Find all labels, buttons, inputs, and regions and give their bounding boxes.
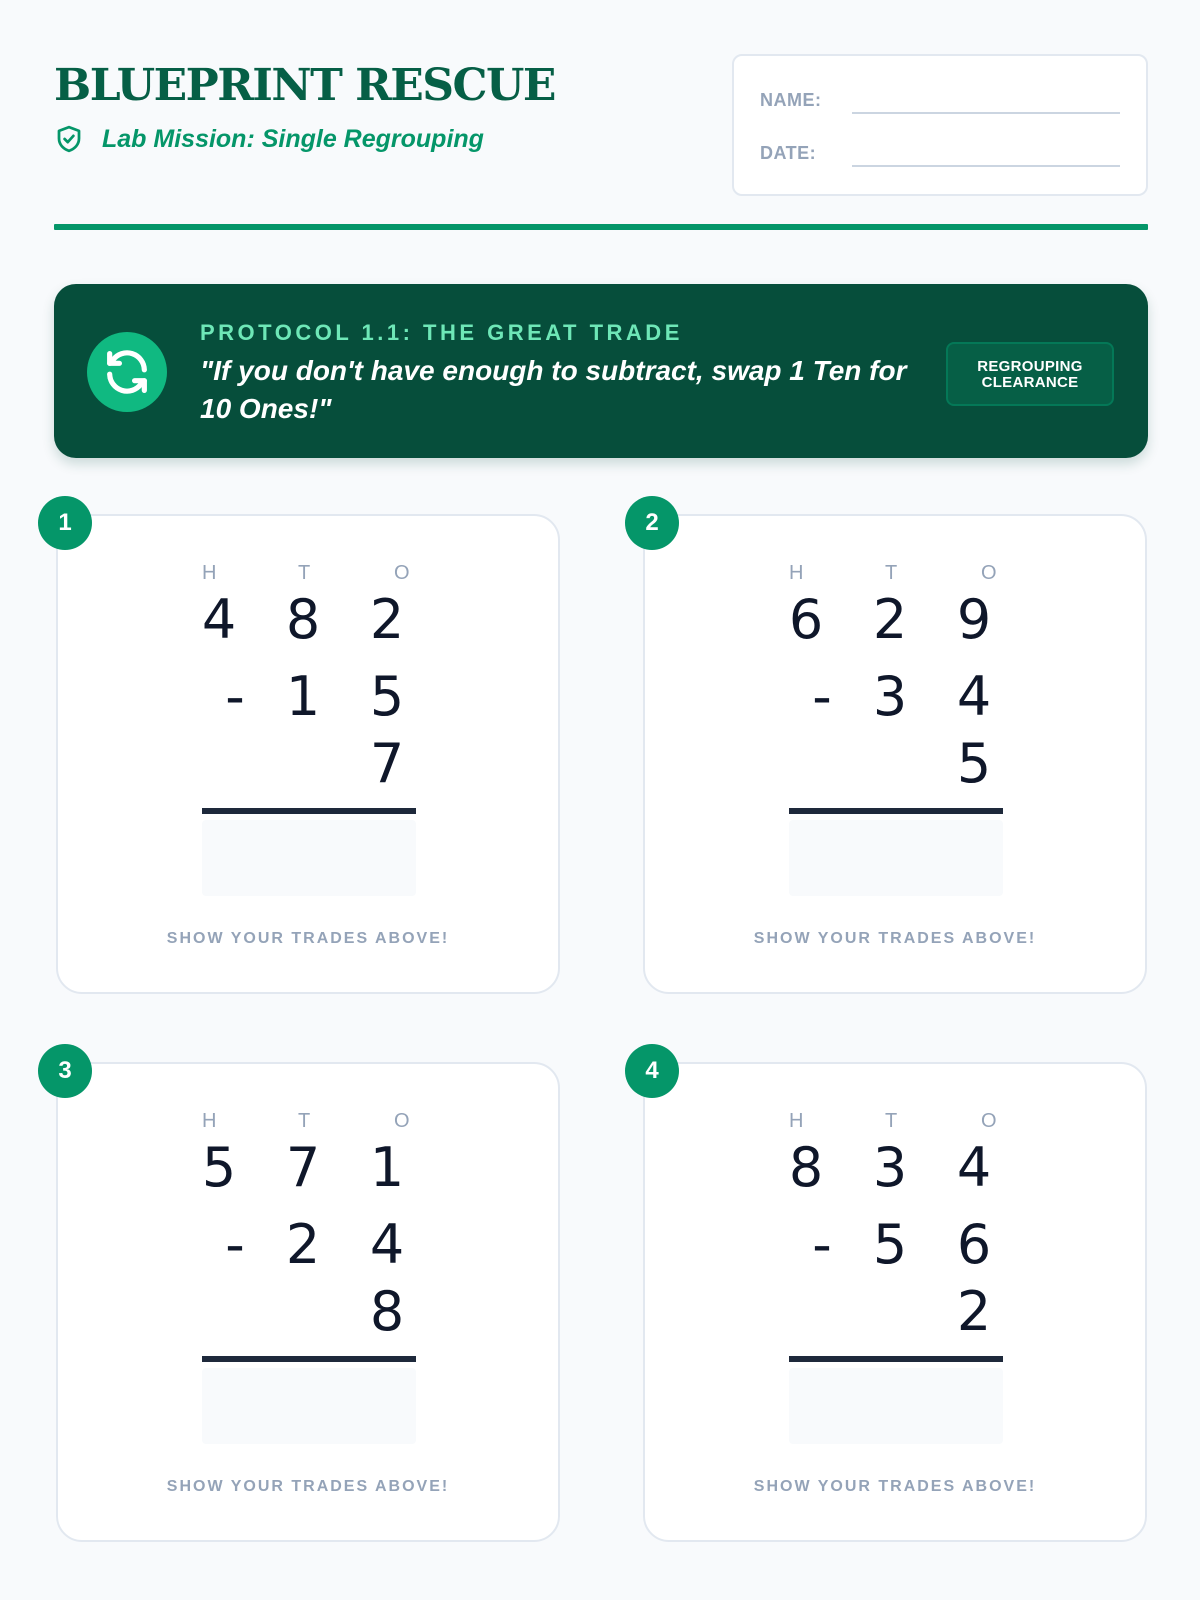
minuend-ones: 4 <box>956 1136 992 1199</box>
date-line[interactable] <box>852 165 1120 167</box>
date-field[interactable] <box>760 139 1120 169</box>
minuend-hundreds: 4 <box>201 588 237 651</box>
ones-label: O <box>394 1110 410 1132</box>
hint-text: SHOW YOUR TRADES ABOVE! <box>753 930 1037 947</box>
problem-card <box>56 509 560 994</box>
clearance-badge: REGROUPING CLEARANCE <box>946 342 1114 406</box>
hint-text: SHOW YOUR TRADES ABOVE! <box>166 930 450 947</box>
tens-label: T <box>885 1110 898 1132</box>
subtrahend-ones: 4 <box>956 665 992 728</box>
minuend-ones: 1 <box>369 1136 405 1199</box>
answer-line <box>202 1356 416 1362</box>
partial-answer-ones: 7 <box>369 732 405 795</box>
problem-number: 2 <box>625 496 679 550</box>
partial-answer-ones: 2 <box>956 1280 992 1343</box>
minus-sign: - <box>225 1213 245 1276</box>
refresh-icon <box>87 332 167 412</box>
protocol-quote: "If you don't have enough to subtract, swap 1 Ten for 10 Ones!" <box>200 355 907 424</box>
subtrahend-tens: 3 <box>872 665 908 728</box>
minus-sign: - <box>225 665 245 728</box>
answer-box[interactable] <box>202 1368 416 1444</box>
hint-text: SHOW YOUR TRADES ABOVE! <box>753 1478 1037 1495</box>
problem-number: 3 <box>38 1044 92 1098</box>
tens-label: T <box>298 562 311 584</box>
worksheet-title: BLUEPRINT RESCUE <box>54 60 555 111</box>
subtrahend-ones: 4 <box>369 1213 405 1276</box>
minuend-hundreds: 5 <box>201 1136 237 1199</box>
partial-answer-ones: 8 <box>369 1280 405 1343</box>
name-field[interactable] <box>760 86 1120 116</box>
protocol-heading: PROTOCOL 1.1: THE GREAT TRADE <box>200 320 683 345</box>
shield-check-icon <box>54 124 84 154</box>
minuend-ones: 9 <box>956 588 992 651</box>
header-divider <box>54 224 1148 230</box>
subtrahend-tens: 5 <box>872 1213 908 1276</box>
answer-line <box>789 808 1003 814</box>
worksheet-subtitle <box>54 124 484 154</box>
name-label: NAME: <box>760 90 822 110</box>
hundreds-label: H <box>789 1110 804 1132</box>
problem-card <box>56 1057 560 1542</box>
minuend-hundreds: 8 <box>788 1136 824 1199</box>
minuend-tens: 3 <box>872 1136 908 1199</box>
answer-box[interactable] <box>789 820 1003 896</box>
hint-text: SHOW YOUR TRADES ABOVE! <box>166 1478 450 1495</box>
worksheet-header <box>54 54 1148 196</box>
answer-line <box>202 808 416 814</box>
tens-label: T <box>885 562 898 584</box>
subtrahend-tens: 2 <box>285 1213 321 1276</box>
answer-box[interactable] <box>789 1368 1003 1444</box>
problem-number: 4 <box>625 1044 679 1098</box>
tens-label: T <box>298 1110 311 1132</box>
answer-box[interactable] <box>202 820 416 896</box>
minuend-tens: 2 <box>872 588 908 651</box>
minuend-tens: 7 <box>285 1136 321 1199</box>
hundreds-label: H <box>789 562 804 584</box>
name-date-box <box>732 54 1148 196</box>
ones-label: O <box>981 562 997 584</box>
minus-sign: - <box>812 665 832 728</box>
ones-label: O <box>394 562 410 584</box>
name-line[interactable] <box>852 112 1120 114</box>
subtrahend-ones: 5 <box>369 665 405 728</box>
problem-card <box>643 509 1147 994</box>
answer-line <box>789 1356 1003 1362</box>
subtrahend-ones: 6 <box>956 1213 992 1276</box>
protocol-banner <box>54 284 1148 458</box>
minus-sign: - <box>812 1213 832 1276</box>
subtitle-text: Lab Mission: Single Regrouping <box>102 124 484 153</box>
hundreds-label: H <box>202 1110 217 1132</box>
problem-card <box>643 1057 1147 1542</box>
subtrahend-tens: 1 <box>285 665 321 728</box>
hundreds-label: H <box>202 562 217 584</box>
problem-number: 1 <box>38 496 92 550</box>
minuend-tens: 8 <box>285 588 321 651</box>
ones-label: O <box>981 1110 997 1132</box>
minuend-ones: 2 <box>369 588 405 651</box>
date-label: DATE: <box>760 143 817 163</box>
partial-answer-ones: 5 <box>956 732 992 795</box>
minuend-hundreds: 6 <box>788 588 824 651</box>
